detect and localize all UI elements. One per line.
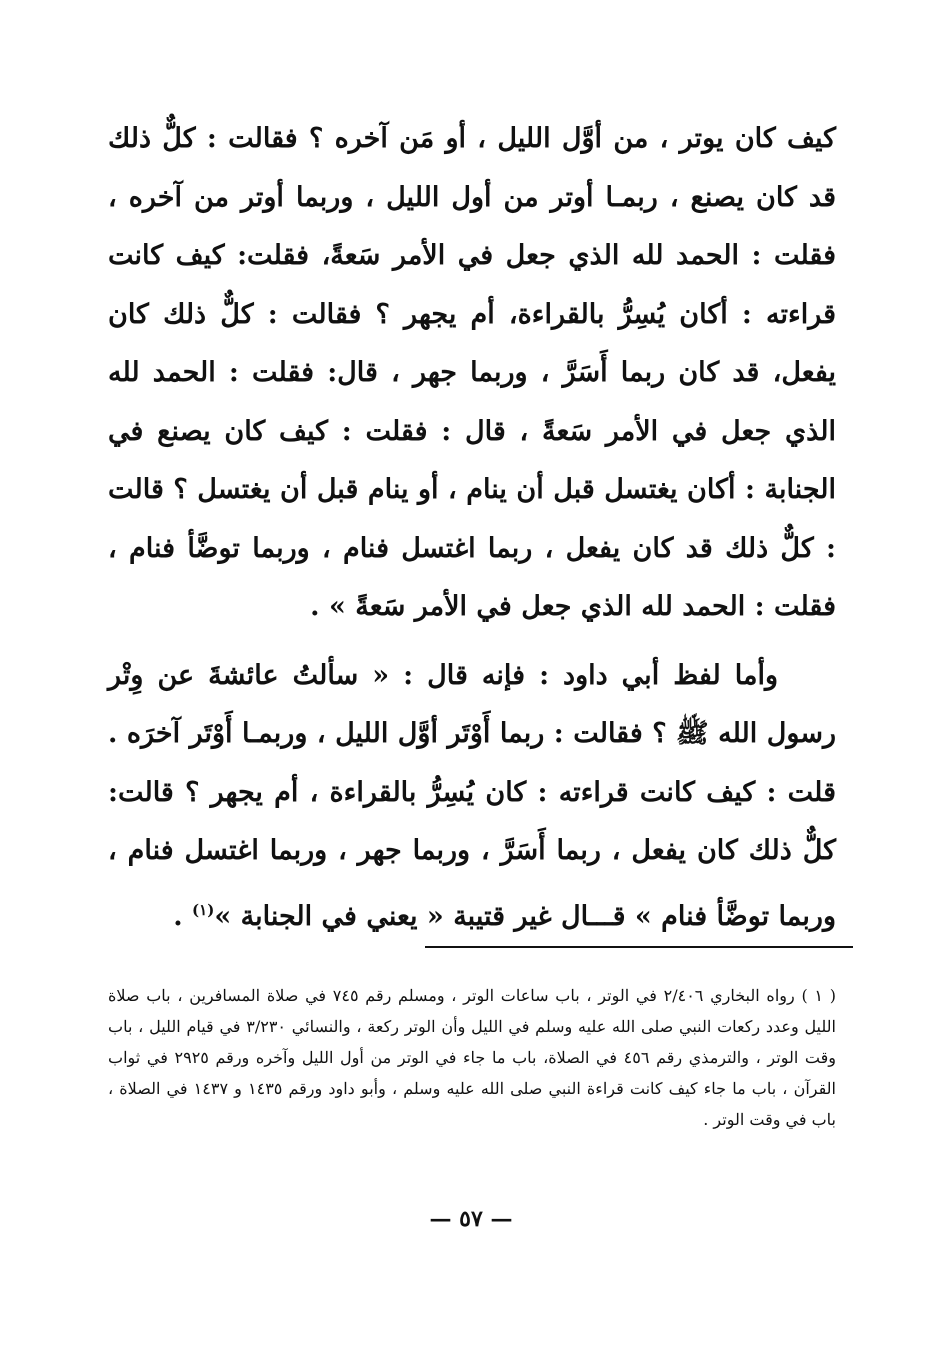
- main-text: [108, 110, 836, 946]
- page-number: — ٥٧ —: [429, 1206, 513, 1232]
- footnote-divider: [425, 946, 853, 948]
- footnotes: [108, 980, 836, 1135]
- footnote-1: ( ١ ) رواه البخاري ٢/٤٠٦ في الوتر ، باب ساعات الوتر ، ومسلم رقم ٧٤٥ في صلاة المسافرين ، باب صلاة الليل وعدد ركعات النبي صلى الله عليه وسلم في الليل وأن الوتر ركعة ، والنسائي ٣/٢٣٠ في قيام الليل ، باب وقت الوتر ، والترمذي رقم ٤٥٦ في الصلاة، باب ما جاء في الوتر من أول الليل وآخره ورقم ٢٩٢٥ في ثواب القرآن ، باب ما جاء كيف كانت قراءة النبي صلى الله عليه وسلم ، وأبو داود ورقم ١٤٣٥ و ١٤٣٧ في الصلاة ، باب في وقت الوتر .: [108, 986, 837, 1129]
- paragraph-1: كيف كان يوتر ، من أوَّل الليل ، أو مَن آخره ؟ فقالت : كلٌّ ذلك قد كان يصنع ، ربمـا أوتر من أول الليل ، وربما أوتر من آخره ، فقلت : الحمد لله الذي جعل في الأمر سَعةً، فقلت: كيف كانت قراءته : أكان يُسِرُّ بالقراءة، أم يجهر ؟ فقالت : كلٌّ ذلك كان يفعل، قد كان ربما أَسَرَّ ، وربما جهر ، قال: فقلت : الحمد لله الذي جعل في الأمر سَعةً ، قال : فقلت : كيف كان يصنع في الجنابة : أكان يغتسل قبل أن ينام ، أو ينام قبل أن يغتسل ؟ قالت : كلٌّ ذلك قد كان يفعل ، ربما اغتسل فنام ، وربما توضَّأ فنام ، فقلت : الحمد لله الذي جعل في الأمر سَعةً » .: [108, 123, 836, 622]
- paragraph-2: وأما لفظ أبي داود : فإنه قال : « سألتُ عائشةَ عن وِتْر رسول الله ﷺ ؟ فقالت : ربما أَوْتَر أوَّل الليل ، وربمـا أَوْتَر آخرَه . قلت : كيف كانت قراءته : كان يُسِرُّ بالقراءة ، أم يجهر ؟ قالت: كلٌّ ذلك كان يفعل ، ربما أَسَرَّ ، وربما جهر ، وربما اغتسل فنام ، وربما توضَّأ فنام » قـــال غير قتيبة « يعني في الجنابة »$^{(١)}$ .: [108, 659, 836, 932]
- paragraph-2-text: وأما لفظ أبي داود : فإنه قال : « سألتُ عائشةَ عن وِتْر رسول الله ﷺ ؟ فقالت : ربما أَوْتَر أوَّل الليل ، وربمـا أَوْتَر آخرَه . قلت : كيف كانت قراءته : كان يُسِرُّ بالقراءة ، أم يجهر ؟ قالت: كلٌّ ذلك كان يفعل ، ربما أَسَرَّ ، وربما جهر ، وربما اغتسل فنام ، وربما توضَّأ فنام » قـــال غير قتيبة « يعني في الجنابة »: [108, 659, 836, 932]
- footnote-reference: (١): [192, 900, 215, 919]
